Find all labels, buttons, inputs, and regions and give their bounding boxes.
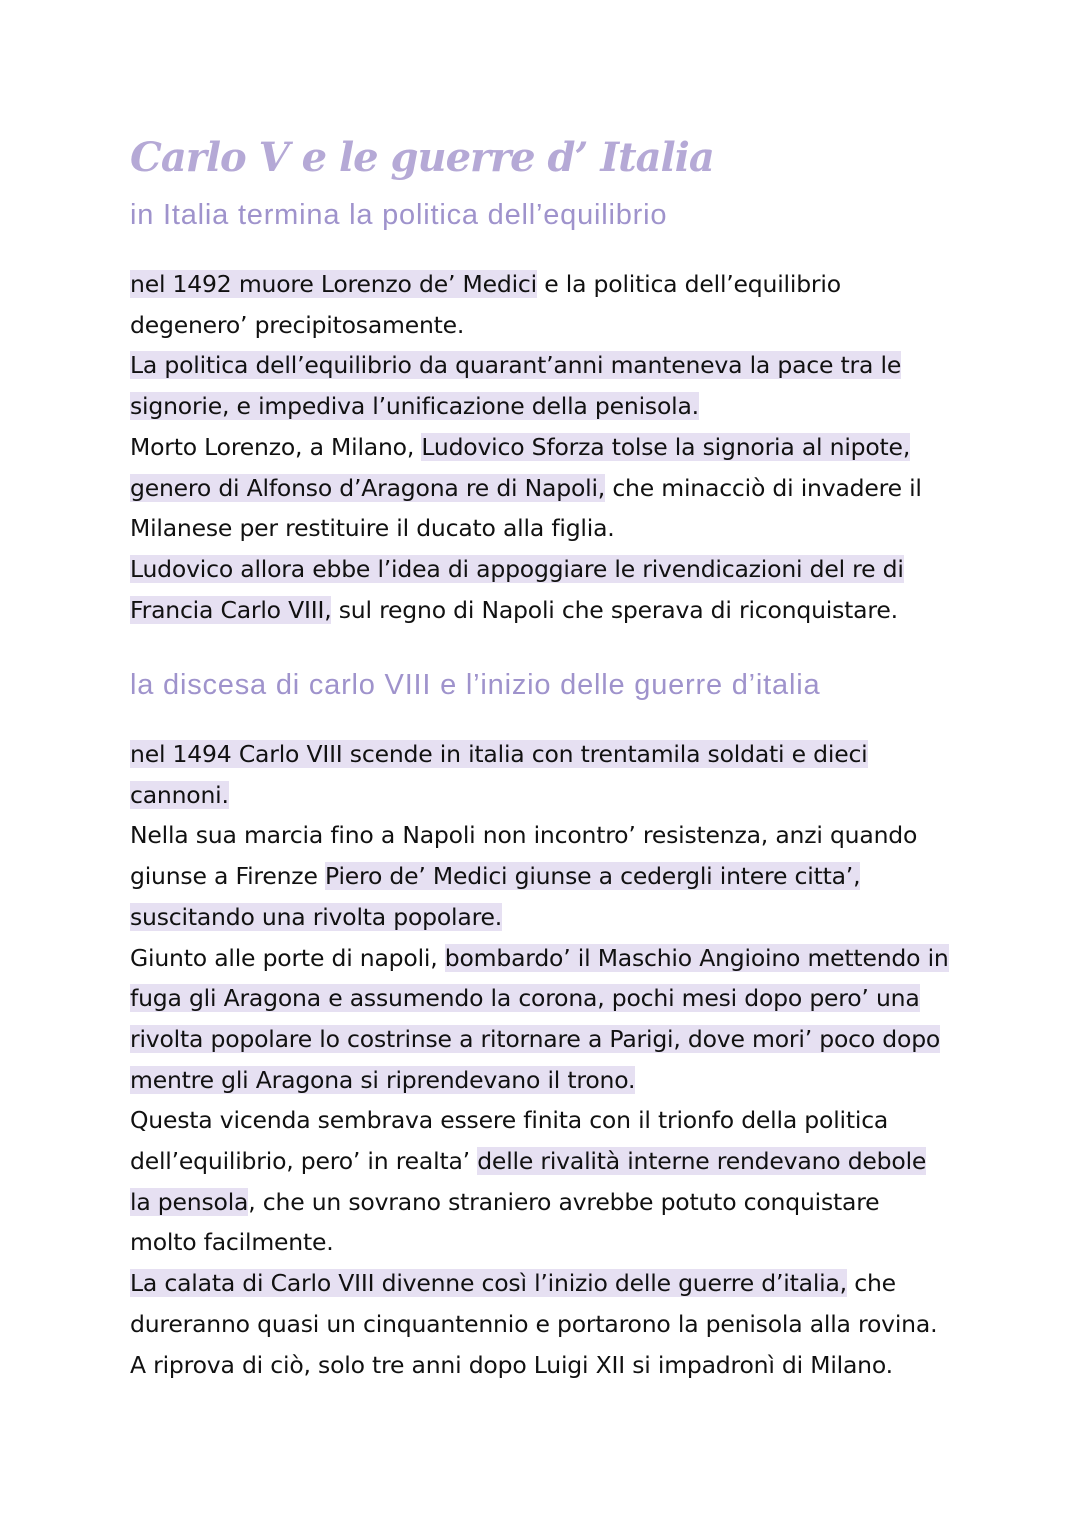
text-line xyxy=(130,1100,970,1141)
highlighted-text: nel 1492 muore Lorenzo de’ Medici xyxy=(130,270,537,298)
highlighted-text: La calata di Carlo VIII divenne così l’inizio delle guerre d’italia, xyxy=(130,1269,847,1298)
text-line xyxy=(130,345,970,386)
highlighted-text: suscitando una rivolta popolare. xyxy=(130,902,503,931)
highlighted-text: delle rivalità interne rendevano debole xyxy=(477,1147,927,1176)
text-line xyxy=(130,1019,970,1060)
text-line xyxy=(130,468,970,509)
highlighted-text: La politica dell’equilibrio da quarant’anni manteneva la pace tra le xyxy=(130,351,902,380)
highlighted-text: rivolta popolare lo costrinse a ritornare a Parigi, dove mori’ poco dopo xyxy=(130,1024,941,1053)
text-line xyxy=(130,856,970,897)
section-body-equilibrio xyxy=(130,264,970,630)
text-line xyxy=(130,1141,970,1182)
text-line xyxy=(130,1060,970,1101)
text-line xyxy=(130,305,970,346)
highlighted-text: Ludovico allora ebbe l’idea di appoggiare le rivendicazioni del re di xyxy=(130,554,904,583)
plain-text: degenero’ precipitosamente. xyxy=(130,310,465,339)
highlighted-text: Ludovico Sforza tolse la signoria al nipote, xyxy=(421,432,911,461)
text-line xyxy=(130,1345,970,1386)
text-line xyxy=(130,1304,970,1345)
text-line xyxy=(130,549,970,590)
plain-text: Nella sua marcia fino a Napoli non incontro’ resistenza, anzi quando xyxy=(130,821,918,850)
plain-text: , che un sovrano straniero avrebbe potuto conquistare xyxy=(248,1187,880,1216)
text-line xyxy=(130,775,970,816)
plain-text: molto facilmente. xyxy=(130,1228,334,1257)
plain-text: che xyxy=(846,1269,896,1298)
text-line xyxy=(130,1222,970,1263)
plain-text: Milanese per restituire il ducato alla figlia. xyxy=(130,514,615,543)
highlighted-text: signorie, e impediva l’unificazione della penisola. xyxy=(130,392,699,421)
plain-text: dureranno quasi un cinquantennio e portarono la penisola alla rovina. xyxy=(130,1309,938,1338)
plain-text: giunse a Firenze xyxy=(130,862,325,891)
highlighted-text: genero di Alfonso d’Aragona re di Napoli, xyxy=(130,473,606,502)
text-line xyxy=(130,734,970,775)
highlighted-text: bombardo’ il Maschio Angioino mettendo in xyxy=(444,943,949,972)
plain-text: dell’equilibrio, pero’ in realta’ xyxy=(130,1147,478,1176)
highlighted-text: mentre gli Aragona si riprendevano il trono. xyxy=(130,1065,636,1094)
text-line xyxy=(130,264,970,305)
plain-text: Morto Lorenzo, a Milano, xyxy=(130,432,422,461)
text-line xyxy=(130,978,970,1019)
plain-text: e la politica dell’equilibrio xyxy=(536,270,841,298)
section-body-discesa xyxy=(130,734,970,1385)
page-title: Carlo V e le guerre d’ Italia xyxy=(130,134,714,181)
section-heading-discesa: la discesa di carlo VIII e l’inizio delle guerre d’italia xyxy=(130,669,821,701)
text-line xyxy=(130,938,970,979)
highlighted-text: fuga gli Aragona e assumendo la corona, pochi mesi dopo pero’ una xyxy=(130,984,920,1013)
text-line xyxy=(130,508,970,549)
plain-text: che minacciò di invadere il xyxy=(605,473,922,502)
text-line xyxy=(130,815,970,856)
highlighted-text: la pensola xyxy=(130,1187,249,1216)
text-line xyxy=(130,1182,970,1223)
text-line xyxy=(130,897,970,938)
text-line xyxy=(130,1263,970,1304)
plain-text: Giunto alle porte di napoli, xyxy=(130,943,445,972)
text-line xyxy=(130,590,970,631)
plain-text: Questa vicenda sembrava essere finita con il trionfo della politica xyxy=(130,1106,889,1135)
section-heading-equilibrio: in Italia termina la politica dell’equilibrio xyxy=(130,199,668,231)
highlighted-text: cannoni. xyxy=(130,780,229,809)
text-line xyxy=(130,386,970,427)
highlighted-text: nel 1494 Carlo VIII scende in italia con trentamila soldati e dieci xyxy=(130,740,868,768)
highlighted-text: Francia Carlo VIII, xyxy=(130,595,332,624)
text-line xyxy=(130,427,970,468)
plain-text: sul regno di Napoli che sperava di riconquistare. xyxy=(331,595,898,624)
plain-text: A riprova di ciò, solo tre anni dopo Luigi XII si impadronì di Milano. xyxy=(130,1350,893,1379)
highlighted-text: Piero de’ Medici giunse a cedergli intere citta’, xyxy=(324,862,861,891)
